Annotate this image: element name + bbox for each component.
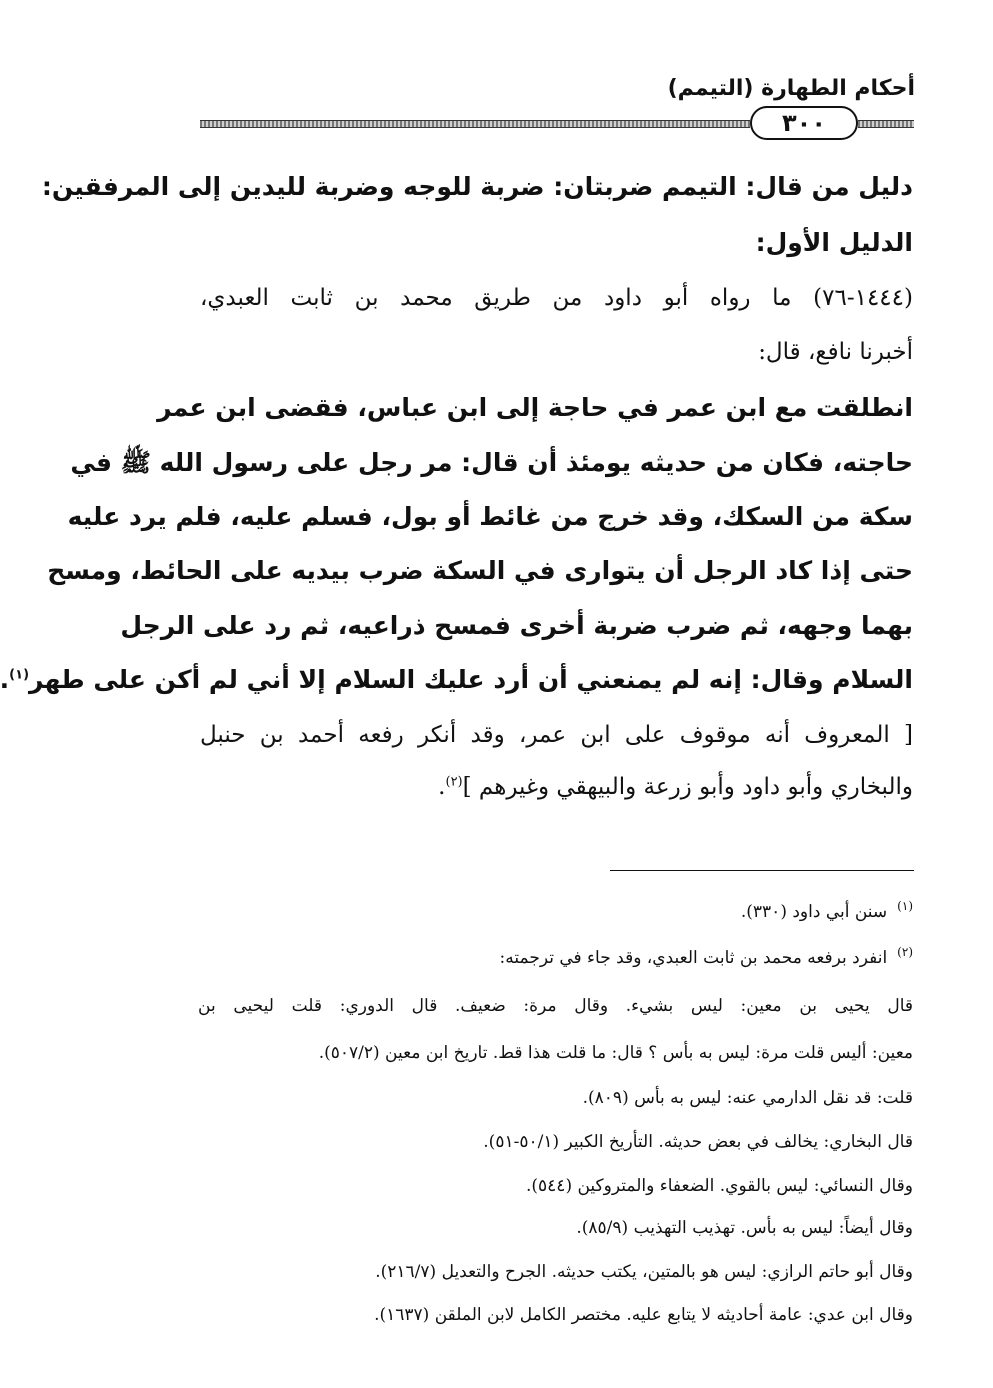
subheading: الدليل الأول: <box>755 228 913 257</box>
hadith-line: حاجته، فكان من حديثه يومئذ أن قال: مر رجل على رسول الله ﷺ في <box>70 448 913 477</box>
hadith-line: انطلقت مع ابن عمر في حاجة إلى ابن عباس، فقضى ابن عمر <box>157 393 913 422</box>
running-title: أحكام الطهارة (التيمم) <box>667 76 915 101</box>
footnote-separator <box>610 870 914 871</box>
footnote-line: قال يحيى بن معين: ليس بشيء. وقال مرة: ضعيف. قال الدوري: قلت ليحيى بن <box>198 996 913 1016</box>
footnote-line: معين: أليس قلت مرة: ليس به بأس ؟ قال: ما قلت هذا قط. تاريخ ابن معين (٥٠٧/٢). <box>318 1043 913 1063</box>
ruling-line-2 <box>200 774 913 800</box>
hadith-line: بهما وجهه، ثم ضرب ضربة أخرى فمسح ذراعيه، ثم رد على الرجل <box>120 611 913 640</box>
footnote-line: وقال النسائي: ليس بالقوي. الضعفاء والمتروكين (٥٤٤). <box>526 1176 913 1196</box>
isnad-line-2: أخبرنا نافع، قال: <box>758 339 913 365</box>
footnote-2 <box>198 945 913 968</box>
footnote-line: وقال أبو حاتم الرازي: ليس هو بالمتين، يكتب حديثه. الجرح والتعديل (٢١٦/٧). <box>375 1262 913 1282</box>
hadith-end-mark: . <box>0 665 10 694</box>
footnote-line: قلت: قد نقل الدارمي عنه: ليس به بأس (٨٠٩). <box>582 1088 913 1108</box>
footnote-1-text: سنن أبي داود (٣٣٠). <box>740 902 888 922</box>
footnote-ref-1: (١) <box>9 667 30 683</box>
hadith-line-last <box>0 665 913 694</box>
hadith-line: سكة من السكك، وقد خرج من غائط أو بول، فسلم عليه، فلم يرد عليه <box>67 502 913 531</box>
footnote-line: وقال أيضاً: ليس به بأس. تهذيب التهذيب (٨٥/٩). <box>576 1218 913 1238</box>
footnote-1 <box>198 899 913 922</box>
hadith-line: حتى إذا كاد الرجل أن يتوارى في السكة ضرب بيديه على الحائط، ومسح <box>47 556 913 585</box>
footnote-1-marker: (١) <box>897 899 913 914</box>
hadith-text: السلام وقال: إنه لم يمنعني أن أرد عليك السلام إلا أني لم أكن على طهر <box>29 665 913 694</box>
isnad-line-1: (١٤٤٤-٧٦) ما رواه أبو داود من طريق محمد بن ثابت العبدي، <box>200 285 913 311</box>
ruling-line-1: [ المعروف أنه موقوف على ابن عمر، وقد أنكر رفعه أحمد بن حنبل <box>200 722 913 748</box>
ruling-end-mark: . <box>438 774 446 800</box>
footnote-2-marker: (٢) <box>897 945 913 960</box>
footnote-2-text: انفرد برفعه محمد بن ثابت العبدي، وقد جاء في ترجمته: <box>499 948 888 968</box>
footnote-ref-2: (٢) <box>445 774 463 790</box>
header-rule-left <box>200 120 750 128</box>
footnote-line: وقال ابن عدي: عامة أحاديثه لا يتابع عليه. مختصر الكامل لابن الملقن (١٦٣٧). <box>374 1305 913 1325</box>
ruling-text: والبخاري وأبو داود وأبو زرعة والبيهقي وغيرهم ] <box>462 774 913 800</box>
page-number: ٣٠٠ <box>750 106 858 140</box>
header-rule-right <box>858 120 914 128</box>
footnote-line: قال البخاري: يخالف في بعض حديثه. التأريخ الكبير (٥٠/١-٥١). <box>483 1132 913 1152</box>
section-heading: دليل من قال: التيمم ضربتان: ضربة للوجه وضربة لليدين إلى المرفقين: <box>41 172 913 201</box>
